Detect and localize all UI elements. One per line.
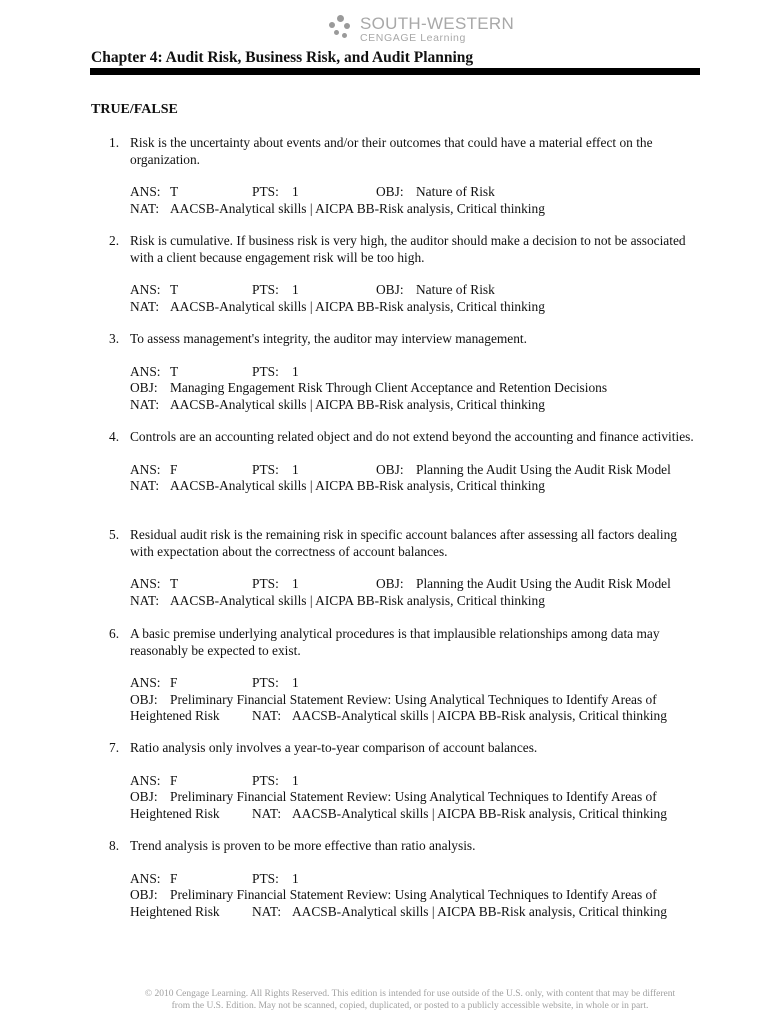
question-7 — [109, 740, 699, 822]
nat-value: AACSB-Analytical skills | AICPA BB-Risk analysis, Critical thinking — [292, 805, 667, 821]
ans-label: ANS: — [130, 184, 161, 199]
nat-label: NAT: — [130, 298, 160, 314]
nat-value: AACSB-Analytical skills | AICPA BB-Risk analysis, Critical thinking — [170, 396, 545, 412]
logo-sub-text: CENGAGE Learning — [360, 32, 466, 44]
obj-value: Preliminary Financial Statement Review: Using Analytical Techniques to Identify Areas of — [170, 887, 657, 902]
obj-label: OBJ: — [130, 887, 158, 902]
nat-label: NAT: — [252, 805, 282, 821]
ans-value: F — [170, 675, 178, 690]
obj-value: Planning the Audit Using the Audit Risk Model — [416, 576, 671, 591]
logo-main-text: SOUTH-WESTERN — [360, 14, 515, 33]
copyright-footer — [120, 988, 700, 1012]
obj-row — [130, 380, 699, 397]
obj-value: Nature of Risk — [416, 282, 495, 297]
ans-value: F — [170, 461, 178, 477]
obj-row — [130, 789, 699, 806]
pts-value: 1 — [292, 870, 299, 886]
pts-value: 1 — [292, 184, 299, 199]
pts-label: PTS: — [252, 576, 279, 591]
obj-nat-row — [130, 708, 699, 725]
obj-label: OBJ: — [376, 461, 404, 477]
nat-label: NAT: — [130, 200, 160, 216]
nat-label: NAT: — [252, 903, 282, 919]
footer-line-2: from the U.S. Edition. May not be scanned, copied, duplicated, or posted to a publicly accessible website, in whole or in part. — [171, 1001, 649, 1011]
nat-row — [130, 593, 699, 610]
question-number: 2. — [109, 233, 120, 248]
obj-nat-row — [130, 904, 699, 921]
question-number: 4. — [109, 429, 120, 444]
question-number: 3. — [109, 331, 120, 346]
nat-value: AACSB-Analytical skills | AICPA BB-Risk analysis, Critical thinking — [170, 592, 545, 608]
question-3 — [109, 331, 699, 413]
pts-value: 1 — [292, 282, 299, 297]
ans-value: T — [170, 576, 179, 591]
question-stem: Trend analysis is proven to be more effective than ratio analysis. — [130, 838, 476, 853]
question-8 — [109, 838, 699, 920]
logo-icon — [326, 15, 354, 43]
pts-value: 1 — [292, 363, 299, 379]
question-1 — [109, 135, 699, 217]
nat-value: AACSB-Analytical skills | AICPA BB-Risk analysis, Critical thinking — [292, 708, 667, 723]
nat-label: NAT: — [130, 478, 160, 493]
chapter-title: Chapter 4: Audit Risk, Business Risk, and Audit Planning — [91, 49, 474, 66]
nat-row — [130, 397, 699, 414]
question-2 — [109, 233, 699, 315]
ans-label: ANS: — [130, 870, 161, 886]
question-4 — [109, 429, 699, 495]
question-stem: Residual audit risk is the remaining risk in specific account balances after assessing all factors dealing with expectation about the correctness of account balances. — [130, 527, 677, 559]
answer-row — [130, 675, 699, 692]
pts-label: PTS: — [252, 461, 279, 477]
obj-value: Managing Engagement Risk Through Client Acceptance and Retention Decisions — [170, 380, 608, 395]
footer-line-1: © 2010 Cengage Learning. All Rights Reserved. This edition is intended for use outside of the U.S. only, with content that may be different — [144, 989, 676, 999]
question-stem: Risk is the uncertainty about events and/or their outcomes that could have a material effect on the organization. — [130, 135, 653, 167]
pts-label: PTS: — [252, 675, 279, 690]
ans-label: ANS: — [130, 576, 161, 591]
pts-label: PTS: — [252, 870, 279, 886]
question-6 — [109, 626, 699, 725]
question-stem: Controls are an accounting related object and do not extend beyond the accounting and finance activities. — [130, 429, 694, 444]
ans-value: F — [170, 772, 178, 788]
question-number: 6. — [109, 626, 120, 641]
pts-label: PTS: — [252, 772, 279, 788]
pts-label: PTS: — [252, 282, 279, 297]
ans-value: T — [170, 184, 179, 199]
obj-nat-row — [130, 806, 699, 823]
pts-label: PTS: — [252, 363, 279, 379]
obj-value: Preliminary Financial Statement Review: Using Analytical Techniques to Identify Areas of — [170, 691, 657, 707]
ans-label: ANS: — [130, 772, 161, 788]
question-number: 8. — [109, 838, 120, 853]
question-5 — [109, 527, 699, 609]
pts-value: 1 — [292, 772, 299, 788]
nat-label: NAT: — [252, 708, 282, 723]
obj-row — [130, 692, 699, 709]
section-title: TRUE/FALSE — [91, 102, 178, 117]
nat-label: NAT: — [130, 592, 160, 608]
nat-value: AACSB-Analytical skills | AICPA BB-Risk analysis, Critical thinking — [170, 200, 545, 216]
obj-label: OBJ: — [376, 576, 404, 591]
obj-value: Planning the Audit Using the Audit Risk Model — [416, 461, 671, 477]
obj-value-continued: Heightened Risk — [130, 903, 220, 919]
obj-label: OBJ: — [376, 184, 404, 199]
obj-value: Nature of Risk — [416, 184, 495, 199]
ans-label: ANS: — [130, 461, 161, 477]
question-number: 5. — [109, 527, 120, 542]
publisher-logo — [326, 15, 514, 44]
answer-row — [130, 364, 699, 381]
obj-value-continued: Heightened Risk — [130, 708, 220, 723]
pts-value: 1 — [292, 675, 299, 690]
nat-value: AACSB-Analytical skills | AICPA BB-Risk analysis, Critical thinking — [170, 478, 545, 493]
ans-value: T — [170, 363, 179, 379]
question-stem: Ratio analysis only involves a year-to-year comparison of account balances. — [130, 740, 538, 755]
answer-row — [130, 871, 699, 888]
question-stem: Risk is cumulative. If business risk is very high, the auditor should make a decision to not be associated with a client because engagement risk will be too high. — [130, 233, 686, 265]
answer-row — [130, 282, 699, 299]
ans-value: F — [170, 870, 178, 886]
pts-value: 1 — [292, 461, 299, 477]
answer-row — [130, 184, 699, 201]
obj-label: OBJ: — [130, 691, 158, 707]
answer-row — [130, 576, 699, 593]
obj-label: OBJ: — [376, 282, 404, 297]
nat-value: AACSB-Analytical skills | AICPA BB-Risk analysis, Critical thinking — [292, 903, 667, 919]
pts-value: 1 — [292, 576, 299, 591]
obj-label: OBJ: — [130, 789, 158, 804]
question-stem: A basic premise underlying analytical procedures is that implausible relationships among data may reasonably be expected to exist. — [130, 626, 660, 658]
question-number: 7. — [109, 740, 120, 755]
question-number: 1. — [109, 135, 120, 150]
obj-label: OBJ: — [130, 380, 158, 395]
obj-value: Preliminary Financial Statement Review: Using Analytical Techniques to Identify Areas of — [170, 789, 657, 804]
obj-row — [130, 887, 699, 904]
ans-value: T — [170, 282, 179, 297]
ans-label: ANS: — [130, 282, 161, 297]
ans-label: ANS: — [130, 363, 161, 379]
question-stem: To assess management's integrity, the auditor may interview management. — [130, 331, 528, 346]
ans-label: ANS: — [130, 675, 161, 690]
obj-value-continued: Heightened Risk — [130, 805, 220, 821]
header-rule — [90, 68, 700, 75]
nat-row — [130, 201, 699, 218]
nat-value: AACSB-Analytical skills | AICPA BB-Risk analysis, Critical thinking — [170, 298, 545, 314]
pts-label: PTS: — [252, 184, 279, 199]
nat-row — [130, 478, 699, 495]
answer-row — [130, 462, 699, 479]
answer-row — [130, 773, 699, 790]
nat-label: NAT: — [130, 396, 160, 412]
nat-row — [130, 299, 699, 316]
